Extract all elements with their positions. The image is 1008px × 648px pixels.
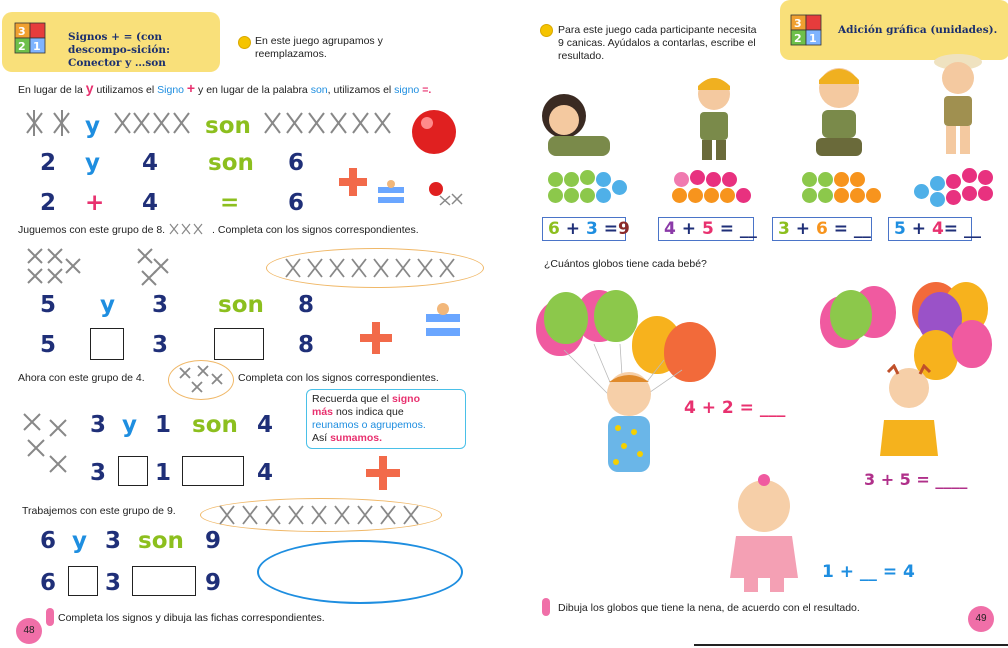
equals-character-icon	[374, 178, 408, 212]
marble-equation[interactable]: 4 + 5 = __	[658, 217, 754, 241]
equals-character-icon	[420, 300, 466, 350]
bullet-icon	[238, 36, 251, 49]
group8-instruction: Juguemos con este grupo de 8. . Completa con los signos correspondientes.	[18, 222, 419, 238]
number: 3	[152, 332, 169, 358]
baby-equation[interactable]: 1 + __ = 4	[822, 562, 915, 582]
svg-text:1: 1	[33, 40, 41, 53]
footer-instruction: Completa los signos y dibuja las fichas correspondientes.	[58, 612, 325, 624]
number: 8	[298, 292, 315, 318]
worm-icon	[542, 598, 550, 616]
number: 2	[40, 150, 57, 176]
worm-icon	[46, 608, 54, 626]
number: 3	[105, 570, 122, 596]
group4-instruction-2: Completa con los signos correspondientes.	[238, 372, 439, 384]
jacks-group	[168, 222, 212, 238]
word-y: y	[122, 412, 137, 438]
number: 9	[205, 570, 222, 596]
word-y: y	[85, 150, 100, 176]
sign-answer-box[interactable]	[118, 456, 148, 486]
number: 2	[40, 190, 57, 216]
girl-lying-icon	[534, 92, 614, 164]
baby-girl-pink-icon	[726, 470, 802, 596]
page-number: 49	[968, 606, 994, 632]
group9-instruction: Trabajemos con este grupo de 9.	[22, 505, 176, 517]
number: 6	[288, 150, 305, 176]
bullet-icon	[540, 24, 553, 37]
boy-standing-icon	[684, 72, 744, 168]
svg-text:3: 3	[794, 17, 802, 30]
word-y: y	[100, 292, 115, 318]
word-y: y	[72, 528, 87, 554]
jacks-group	[176, 364, 226, 396]
svg-text:2: 2	[794, 32, 802, 45]
reminder-callout: Recuerda que el signo más nos indica que reunamos o agrupemos. Así sumamos.	[306, 389, 466, 449]
sign-answer-box[interactable]	[90, 328, 124, 360]
sign-answer-box[interactable]	[132, 566, 196, 596]
jacks-group	[216, 503, 428, 527]
baby-boy-icon	[594, 370, 664, 480]
number: 1	[155, 460, 172, 486]
number: 6	[40, 528, 57, 554]
baby-equation[interactable]: 4 + 2 = ___	[684, 398, 786, 418]
number: 4	[257, 412, 274, 438]
number: 9	[205, 528, 222, 554]
girl-explorer-icon	[928, 48, 988, 164]
equals-sign: =	[220, 190, 240, 216]
page-number: 48	[16, 618, 42, 644]
marble-equation[interactable]: 5 + 4= __	[888, 217, 972, 241]
footer-instruction: Dibuja los globos que tiene la nena, de acuerdo con el resultado.	[558, 602, 860, 614]
plus-character-icon	[356, 318, 396, 358]
plus-character-icon	[335, 164, 371, 200]
number: 5	[40, 332, 57, 358]
rule-sentence: En lugar de la y utilizamos el Signo + y en lugar de la palabra son, utilizamos el signo =.	[18, 80, 432, 96]
drawing-oval[interactable]	[257, 540, 463, 604]
dice-icon	[790, 14, 826, 50]
word-son: son	[218, 292, 264, 318]
number: 4	[142, 190, 159, 216]
word-son: son	[208, 150, 254, 176]
right-page	[504, 0, 1008, 648]
number: 3	[105, 528, 122, 554]
intro-text: Para este juego cada participante necesita 9 canicas. Ayúdalos a contarlas, escribe el resultado.	[558, 24, 757, 62]
sign-answer-box[interactable]	[68, 566, 98, 596]
number: 3	[90, 460, 107, 486]
group4-instruction: Ahora con este grupo de 4.	[18, 372, 145, 384]
number: 3	[90, 412, 107, 438]
jacks-group	[112, 108, 192, 138]
marble-equation[interactable]: 6 + 3 =9	[542, 217, 626, 241]
svg-text:2: 2	[18, 40, 26, 53]
number: 3	[152, 292, 169, 318]
plus-character-icon	[362, 452, 404, 494]
sign-answer-box[interactable]	[182, 456, 244, 486]
svg-text:1: 1	[809, 32, 817, 45]
intro-text: En este juego agrupamos y reemplazamos.	[255, 35, 383, 60]
balloon-question: ¿Cuántos globos tiene cada bebé?	[544, 258, 707, 270]
ball-jacks-icon	[424, 180, 464, 206]
red-ball-icon	[410, 108, 458, 156]
jacks-group	[262, 108, 402, 138]
svg-text:3: 3	[18, 25, 26, 38]
number: 5	[40, 292, 57, 318]
number: 1	[155, 412, 172, 438]
jacks-group	[20, 410, 76, 476]
marble-equation[interactable]: 3 + 6 = __	[772, 217, 872, 241]
number: 6	[40, 570, 57, 596]
jacks-group	[24, 245, 84, 289]
number: 4	[142, 150, 159, 176]
jacks-group	[22, 108, 82, 138]
number: 4	[257, 460, 274, 486]
dice-icon	[14, 22, 50, 58]
boy-sitting-icon	[804, 60, 874, 168]
page-title: Adición gráfica (unidades).	[838, 24, 998, 36]
word-son: son	[205, 113, 251, 139]
jacks-group	[282, 256, 472, 280]
page-title: Signos + = (con descompo-sición: Conector y …son	[68, 31, 170, 69]
number: 8	[298, 332, 315, 358]
jacks-group	[134, 245, 174, 289]
word-y: y	[85, 113, 100, 139]
baby-equation[interactable]: 3 + 5 = ____	[864, 470, 968, 489]
plus-sign: +	[85, 190, 105, 216]
word-son: son	[192, 412, 238, 438]
baby-girl-icon	[874, 364, 944, 464]
word-son: son	[138, 528, 184, 554]
number: 6	[288, 190, 305, 216]
bottom-rule	[694, 644, 1008, 646]
sign-answer-box[interactable]	[214, 328, 264, 360]
